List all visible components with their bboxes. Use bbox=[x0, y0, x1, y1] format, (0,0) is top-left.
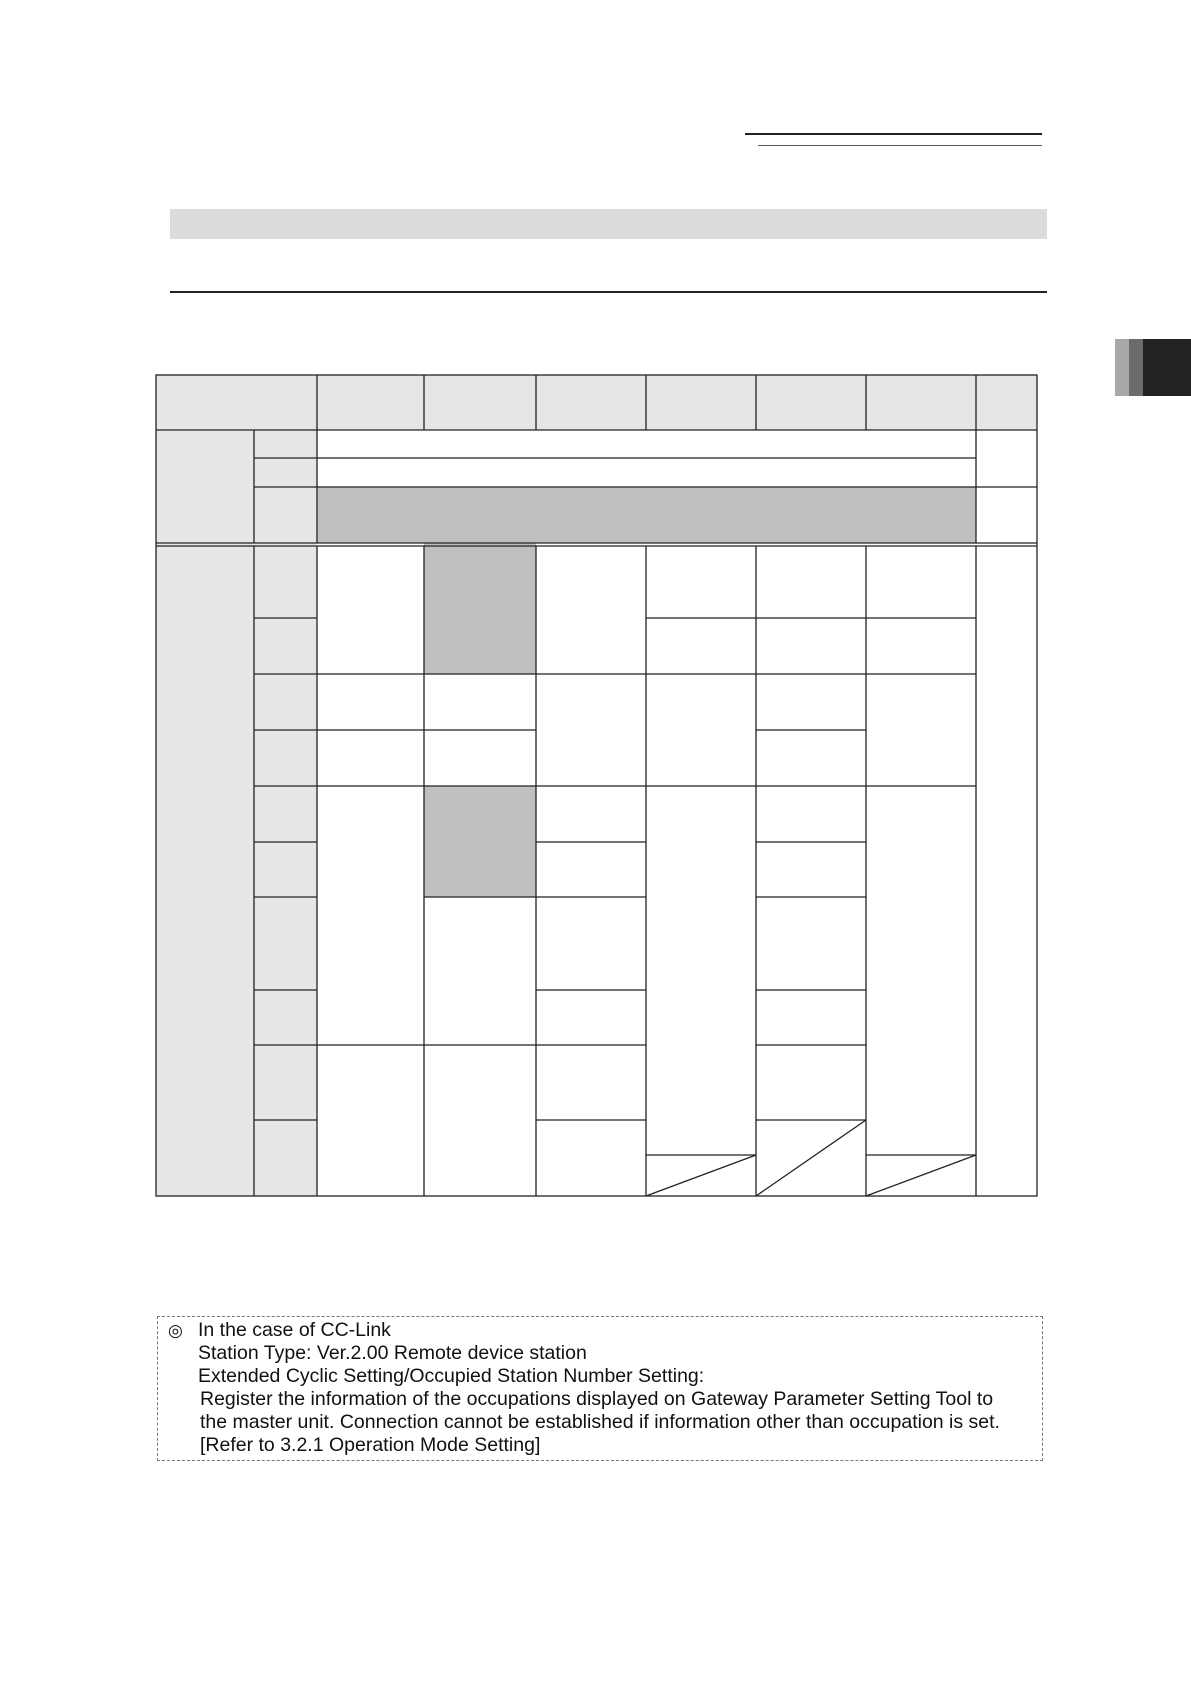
na-diagonal-2 bbox=[756, 1120, 866, 1196]
note-station-type: Station Type: Ver.2.00 Remote device station bbox=[198, 1342, 587, 1364]
note-reference-link: [Refer to 3.2.1 Operation Mode Setting] bbox=[200, 1434, 541, 1456]
note-box bbox=[157, 1316, 1043, 1461]
shaded-cell-1 bbox=[424, 543, 536, 674]
note-register-line: Register the information of the occupations displayed on Gateway Parameter Setting Tool to bbox=[200, 1388, 994, 1410]
note-extended-cyclic: Extended Cyclic Setting/Occupied Station Number Setting: bbox=[198, 1365, 705, 1387]
na-diagonal-1 bbox=[646, 1155, 756, 1196]
table-header-fill bbox=[156, 375, 1037, 430]
group1-label-fill bbox=[156, 430, 254, 543]
shaded-row-fill bbox=[317, 487, 976, 543]
group2-sub-fill bbox=[254, 543, 317, 1196]
note-connection-line: the master unit. Connection cannot be established if information other than occupation is set. bbox=[200, 1411, 1000, 1433]
na-diagonal-3 bbox=[866, 1155, 976, 1196]
double-circle-icon: ◎ bbox=[168, 1321, 183, 1340]
group2-label-fill bbox=[156, 543, 254, 1196]
note-heading: In the case of CC-Link bbox=[198, 1319, 391, 1341]
shaded-cell-2 bbox=[424, 786, 536, 897]
